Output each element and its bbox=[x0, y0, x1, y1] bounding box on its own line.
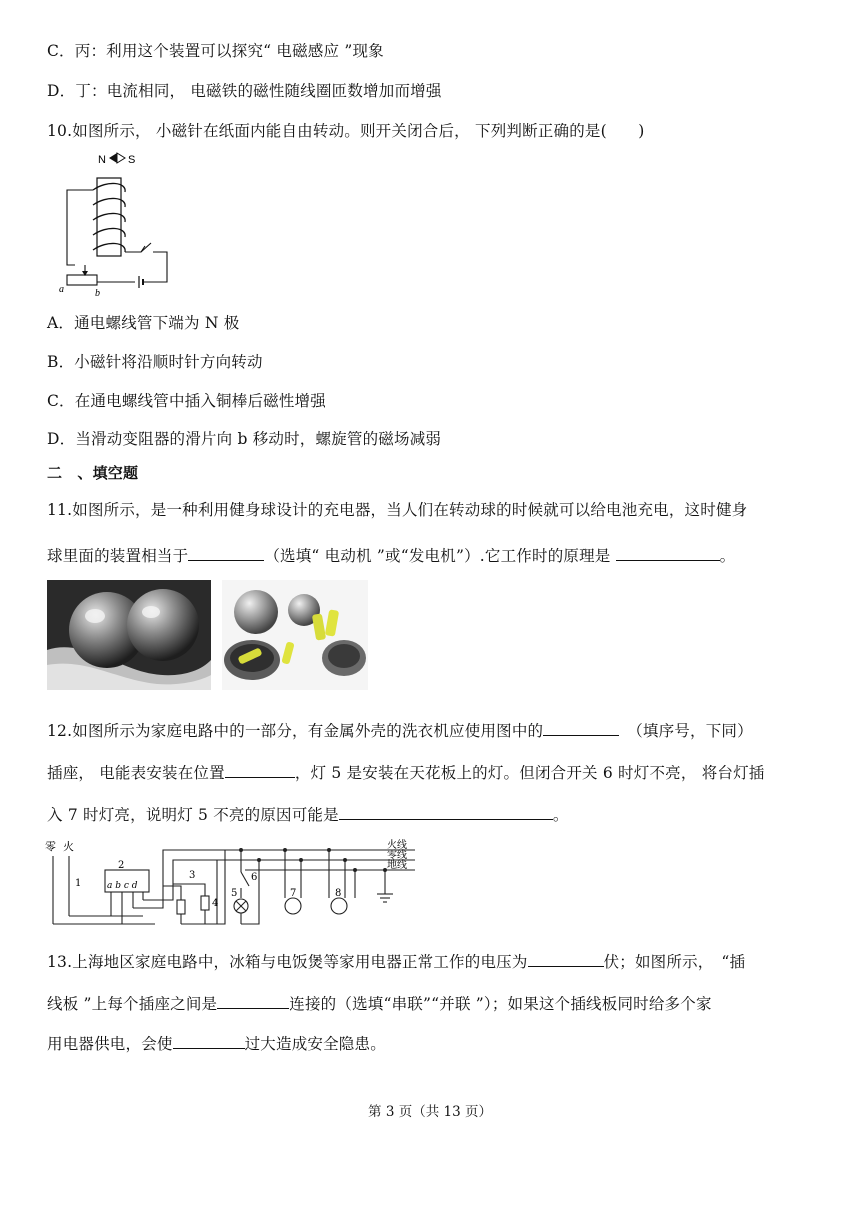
solenoid-circuit-figure bbox=[55, 150, 185, 298]
q10-stem: 10.如图所示， 小磁针在纸面内能自由转动。则开关闭合后， 下列判断正确的是( ) bbox=[47, 122, 645, 140]
section-title-fill-in: 二 、填空题 bbox=[47, 464, 139, 482]
fig-label-b: b bbox=[95, 288, 100, 298]
label-ground-line: 地线 bbox=[387, 860, 407, 871]
fuse-4 bbox=[201, 896, 209, 910]
q13-text-a: 13.上海地区家庭电路中，冰箱与电饭煲等家用电器正常工作的电压为 bbox=[47, 953, 528, 971]
label-3: 3 bbox=[189, 870, 196, 881]
fitness-ball-hand-photo bbox=[47, 580, 211, 690]
q13-line1 bbox=[47, 951, 745, 972]
q12-text-b: （填序号，下同） bbox=[634, 722, 753, 740]
q13-text-e: 用电器供电，会使 bbox=[47, 1035, 173, 1053]
label-neutral-in: 零 bbox=[45, 840, 56, 853]
q13-line2 bbox=[47, 993, 712, 1014]
q12-text-a: 12.如图所示为家庭电路中的一部分，有金属外壳的洗衣机应使用图中的 bbox=[47, 722, 544, 740]
q10-option-c: C．在通电螺线管中插入铜棒后磁性增强 bbox=[47, 392, 326, 410]
fig-label-a: a bbox=[59, 284, 64, 295]
q13-text-b: 伏；如图所示， “插 bbox=[603, 953, 746, 971]
q12-blank-1[interactable] bbox=[543, 720, 619, 736]
label-neutral-line: 零线 bbox=[387, 850, 407, 861]
q11-blank-2[interactable] bbox=[616, 545, 720, 561]
q13-line3 bbox=[47, 1033, 386, 1054]
q13-blank-2[interactable] bbox=[217, 993, 289, 1009]
q11-text-c: 。 bbox=[719, 547, 736, 565]
q13-text-f: 过大造成安全隐患。 bbox=[244, 1035, 386, 1053]
compass-needle-n bbox=[109, 153, 117, 163]
q10-option-a: A．通电螺线管下端为 N 极 bbox=[47, 314, 240, 332]
label-2: 2 bbox=[118, 860, 125, 871]
fig-label-n: N bbox=[98, 154, 106, 166]
q11-line1: 11.如图所示，是一种利用健身球设计的充电器，当人们在转动球的时候就可以给电池充电，这时健身 bbox=[47, 501, 748, 519]
q11-blank-1[interactable] bbox=[188, 545, 264, 561]
label-abcd: a b c d bbox=[107, 881, 138, 891]
q11-text-a: 球里面的装置相当于 bbox=[47, 547, 189, 565]
q12-text-c: 插座， 电能表安装在位置 bbox=[47, 764, 225, 782]
label-live-in: 火 bbox=[63, 840, 74, 853]
q13-blank-1[interactable] bbox=[528, 951, 604, 967]
q12-text-d: ，灯 5 是安装在天花板上的灯。但闭合开关 6 时灯不亮， 将台灯插 bbox=[294, 764, 765, 782]
rheostat bbox=[67, 275, 97, 285]
fuse-3 bbox=[177, 900, 185, 914]
q12-text-e: 入 7 时灯亮，说明灯 5 不亮的原因可能是 bbox=[47, 806, 339, 824]
q12-line1 bbox=[47, 720, 753, 741]
q9-option-c: C．丙：利用这个装置可以探究“ 电磁感应 ”现象 bbox=[47, 42, 384, 60]
socket-8 bbox=[331, 898, 347, 914]
q12-text-f: 。 bbox=[552, 806, 569, 824]
q12-line3 bbox=[47, 804, 569, 825]
q13-blank-3[interactable] bbox=[173, 1033, 245, 1049]
q11-text-b: （选填“ 电动机 ”或“发电机”）.它工作时的原理是 bbox=[264, 547, 616, 565]
label-1: 1 bbox=[75, 878, 82, 889]
label-5: 5 bbox=[231, 888, 238, 899]
label-4: 4 bbox=[212, 898, 219, 909]
q10-option-d: D．当滑动变阻器的滑片向 b 移动时，螺旋管的磁场减弱 bbox=[47, 430, 442, 448]
q12-line2 bbox=[47, 762, 765, 783]
page-footer: 第 3 页（共 13 页） bbox=[368, 1104, 492, 1120]
q12-blank-2[interactable] bbox=[225, 762, 295, 778]
label-live-line: 火线 bbox=[387, 840, 407, 851]
label-8: 8 bbox=[335, 888, 342, 899]
household-circuit-figure bbox=[45, 836, 415, 928]
q13-text-c: 线板 ”上每个插座之间是 bbox=[47, 995, 218, 1013]
q12-blank-3[interactable] bbox=[339, 804, 553, 820]
compass-needle-s bbox=[117, 153, 125, 163]
q10-option-b: B．小磁针将沿顺时针方向转动 bbox=[47, 353, 263, 371]
ball-right bbox=[127, 589, 199, 661]
half-ball-1 bbox=[234, 590, 278, 634]
label-7: 7 bbox=[290, 888, 297, 899]
q11-line2 bbox=[47, 545, 735, 566]
label-6: 6 bbox=[251, 872, 258, 883]
fig-label-s: S bbox=[128, 154, 136, 166]
q9-option-d: D．丁：电流相同， 电磁铁的磁性随线圈匝数增加而增强 bbox=[47, 82, 442, 100]
socket-7 bbox=[285, 898, 301, 914]
q13-text-d: 连接的（选填“串联”“并联 ”）；如果这个插线板同时给多个家 bbox=[289, 995, 712, 1013]
charger-parts-photo bbox=[222, 580, 368, 690]
